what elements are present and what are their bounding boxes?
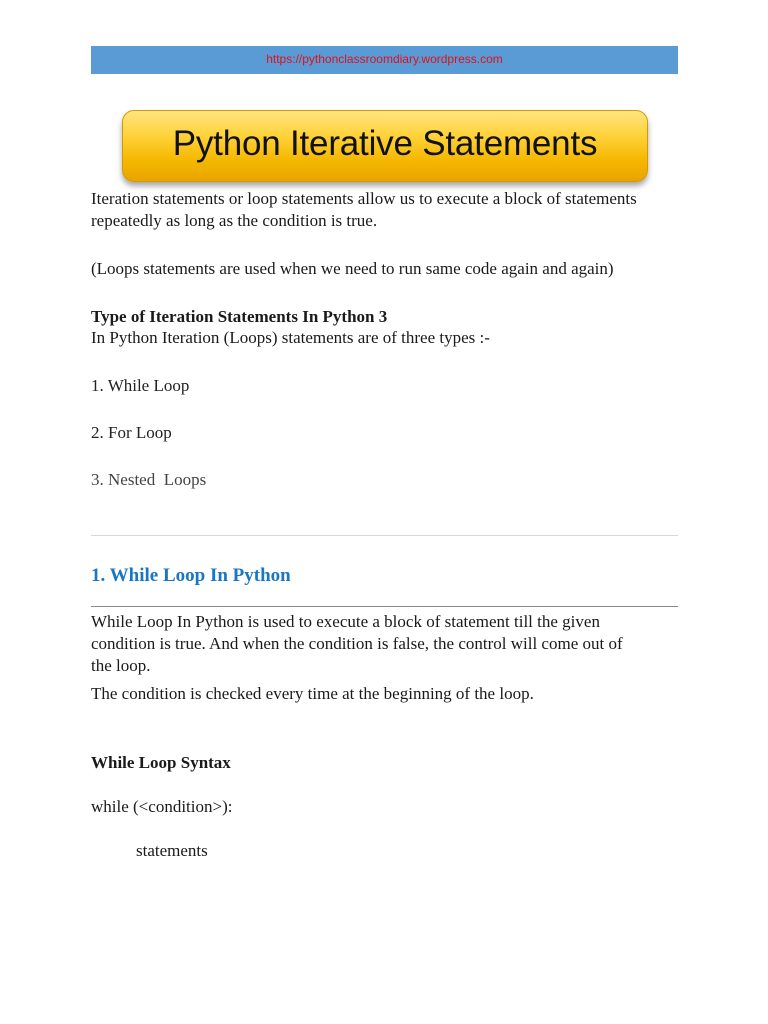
site-url-link[interactable]: https://pythonclassroomdiary.wordpress.com <box>266 52 503 66</box>
list-item-for-loop: 2. For Loop <box>91 423 172 442</box>
intro-line-1: Iteration statements or loop statements allow us to execute a block of statements <box>91 189 637 208</box>
types-heading: Type of Iteration Statements In Python 3 <box>91 307 388 326</box>
list-item-while-loop: 1. While Loop <box>91 376 190 395</box>
intro-note: (Loops statements are used when we need to run same code again and again) <box>91 259 614 278</box>
syntax-line-1: while (<condition>): <box>91 797 233 816</box>
intro-line-2: repeatedly as long as the condition is true. <box>91 211 378 230</box>
syntax-line-2: statements <box>136 841 208 860</box>
while-para-line-1: While Loop In Python is used to execute a block of statement till the given <box>91 612 600 631</box>
while-loop-heading: 1. While Loop In Python <box>91 565 291 586</box>
while-para-2: The condition is checked every time at the beginning of the loop. <box>91 684 534 703</box>
list-item-nested-loops: 3. Nested Loops <box>91 470 207 489</box>
while-para-line-2: condition is true. And when the condition is false, the control will come out of <box>91 634 623 653</box>
url-banner <box>91 46 678 74</box>
section-divider <box>91 535 678 536</box>
page-title: Python Iterative Statements <box>172 124 598 163</box>
title-banner <box>122 110 648 182</box>
syntax-heading: While Loop Syntax <box>91 753 231 772</box>
while-para-line-3: the loop. <box>91 656 151 675</box>
types-description: In Python Iteration (Loops) statements are of three types :- <box>91 328 490 347</box>
heading-underline <box>91 606 678 607</box>
